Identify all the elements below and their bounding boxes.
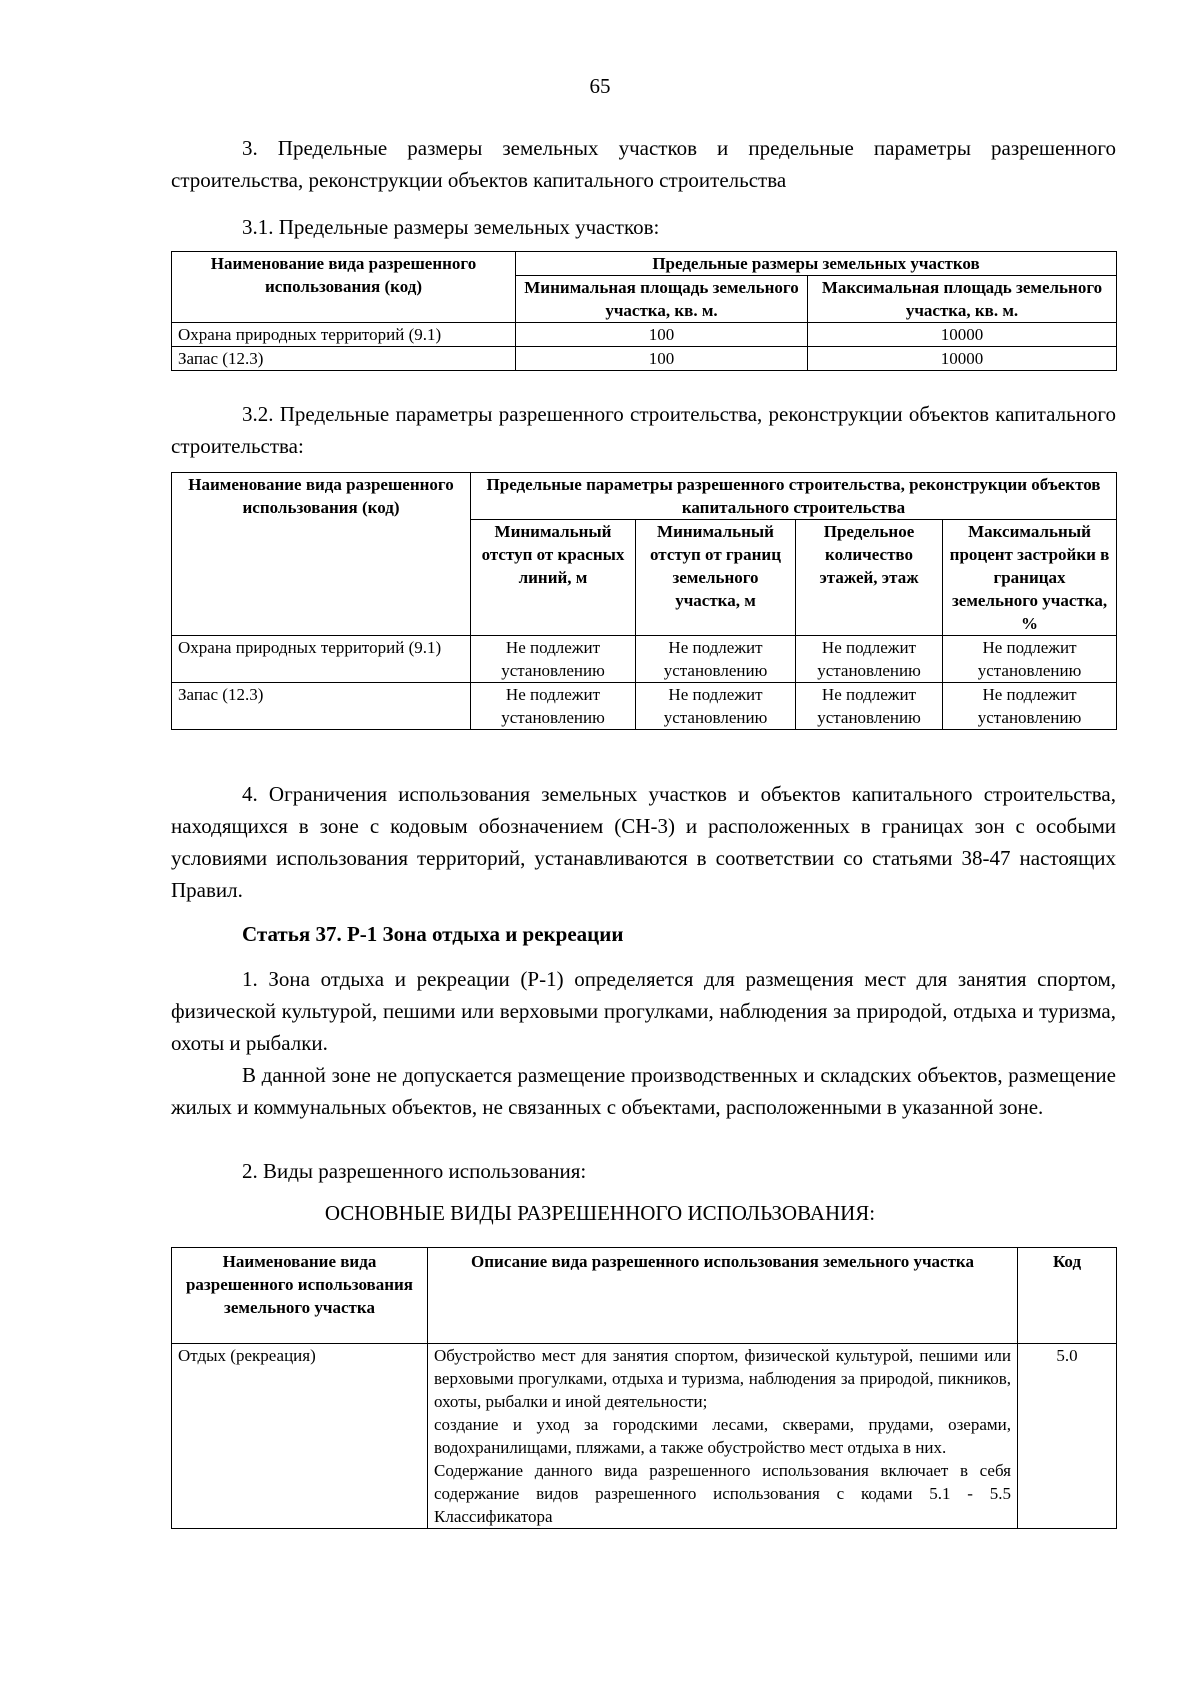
section-3-2-heading: 3.2. Предельные параметры разрешенного строительства, реконструкции объектов капитального строительства: — [171, 402, 1116, 458]
t1-cell-max: 10000 — [808, 347, 1117, 371]
article-paragraph-2: В данной зоне не допускается размещение производственных и складских объектов, размещение жилых и коммунальных объектов, не связанных с объектами, расположенными в указанной зоне. — [171, 1063, 1116, 1119]
t2-cell-name: Запас (12.3) — [172, 683, 471, 730]
section-3-1-heading: 3.1. Предельные размеры земельных участков: — [242, 215, 660, 239]
t2-cell-coverage: Не подлежит установлению — [943, 683, 1117, 730]
t3-header-description: Описание вида разрешенного использования земельного участка — [428, 1248, 1018, 1344]
t1-cell-max: 10000 — [808, 323, 1117, 347]
t2-cell-floors: Не подлежит установлению — [796, 683, 943, 730]
t2-header-name: Наименование вида разрешенного использования (код) — [172, 473, 471, 636]
t1-header-min: Минимальная площадь земельного участка, кв. м. — [516, 276, 808, 323]
table-row — [172, 323, 1117, 347]
t3-cell-description — [428, 1344, 1018, 1529]
t2-cell-boundary-offset: Не подлежит установлению — [636, 683, 796, 730]
table-row — [172, 683, 1117, 730]
t2-header-coverage: Максимальный процент застройки в границах земельного участка, % — [943, 520, 1117, 636]
t1-cell-name: Запас (12.3) — [172, 347, 516, 371]
article-37-title: Статья 37. Р-1 Зона отдыха и рекреации — [242, 922, 624, 946]
t1-cell-min: 100 — [516, 323, 808, 347]
t3-header-name: Наименование вида разрешенного использования земельного участка — [172, 1248, 428, 1344]
section-3-heading: 3. Предельные размеры земельных участков и предельные параметры разрешенного строительства, реконструкции объектов капитального строительства — [171, 136, 1116, 192]
main-uses-table — [171, 1247, 1117, 1529]
t2-header-red-line-offset: Минимальный отступ от красных линий, м — [471, 520, 636, 636]
table-row — [172, 1344, 1117, 1529]
article-paragraph-1: 1. Зона отдыха и рекреации (Р-1) определяется для размещения мест для занятия спортом, физической культурой, пешими или верховыми прогулками, наблюдения за природой, отдыха и туризма, охоты и рыбалки. — [171, 967, 1116, 1055]
t3-description-part: Обустройство мест для занятия спортом, физической культурой, пешими или верховыми прогулками, отдыха и туризма, наблюдения за природой, пикников, охоты, рыбалки и иной деятельности; — [434, 1346, 1011, 1411]
t2-header-boundary-offset: Минимальный отступ от границ земельного участка, м — [636, 520, 796, 636]
land-plot-size-table — [171, 251, 1117, 371]
table-row — [172, 636, 1117, 683]
t1-header-group: Предельные размеры земельных участков — [516, 252, 1117, 276]
section-4-paragraph: 4. Ограничения использования земельных участков и объектов капитального строительства, находящихся в зоне с кодовым обозначением (СН-3) и расположенных в границах зон с особыми условиями использования территорий, устанавливаются в соответствии со статьями 38-47 настоящих Правил. — [171, 782, 1116, 902]
t2-cell-coverage: Не подлежит установлению — [943, 636, 1117, 683]
t3-cell-name: Отдых (рекреация) — [172, 1344, 428, 1529]
t2-cell-floors: Не подлежит установлению — [796, 636, 943, 683]
t2-cell-red-line-offset: Не подлежит установлению — [471, 683, 636, 730]
t2-header-group: Предельные параметры разрешенного строительства, реконструкции объектов капитального строительства — [471, 473, 1117, 520]
t2-cell-boundary-offset: Не подлежит установлению — [636, 636, 796, 683]
t2-cell-red-line-offset: Не подлежит установлению — [471, 636, 636, 683]
table-row — [172, 347, 1117, 371]
t1-header-max: Максимальная площадь земельного участка, кв. м. — [808, 276, 1117, 323]
t3-description-part: Содержание данного вида разрешенного использования включает в себя содержание видов разрешенного использования с кодами 5.1 - 5.5 Классификатора — [434, 1461, 1011, 1526]
t3-cell-code: 5.0 — [1018, 1344, 1117, 1529]
t2-cell-name: Охрана природных территорий (9.1) — [172, 636, 471, 683]
construction-parameters-table — [171, 472, 1117, 730]
t3-description-part: создание и уход за городскими лесами, скверами, прудами, озерами, водохранилищами, пляжами, а также обустройство мест отдыха в них. — [434, 1415, 1011, 1457]
t1-header-name: Наименование вида разрешенного использования (код) — [172, 252, 516, 323]
main-uses-title: ОСНОВНЫЕ ВИДЫ РАЗРЕШЕННОГО ИСПОЛЬЗОВАНИЯ: — [324, 1201, 876, 1225]
page-number: 65 — [589, 74, 611, 98]
t1-cell-min: 100 — [516, 347, 808, 371]
t2-header-floors: Предельное количество этажей, этаж — [796, 520, 943, 636]
t1-cell-name: Охрана природных территорий (9.1) — [172, 323, 516, 347]
article-paragraph-3: 2. Виды разрешенного использования: — [242, 1159, 587, 1183]
t3-header-code: Код — [1018, 1248, 1117, 1344]
